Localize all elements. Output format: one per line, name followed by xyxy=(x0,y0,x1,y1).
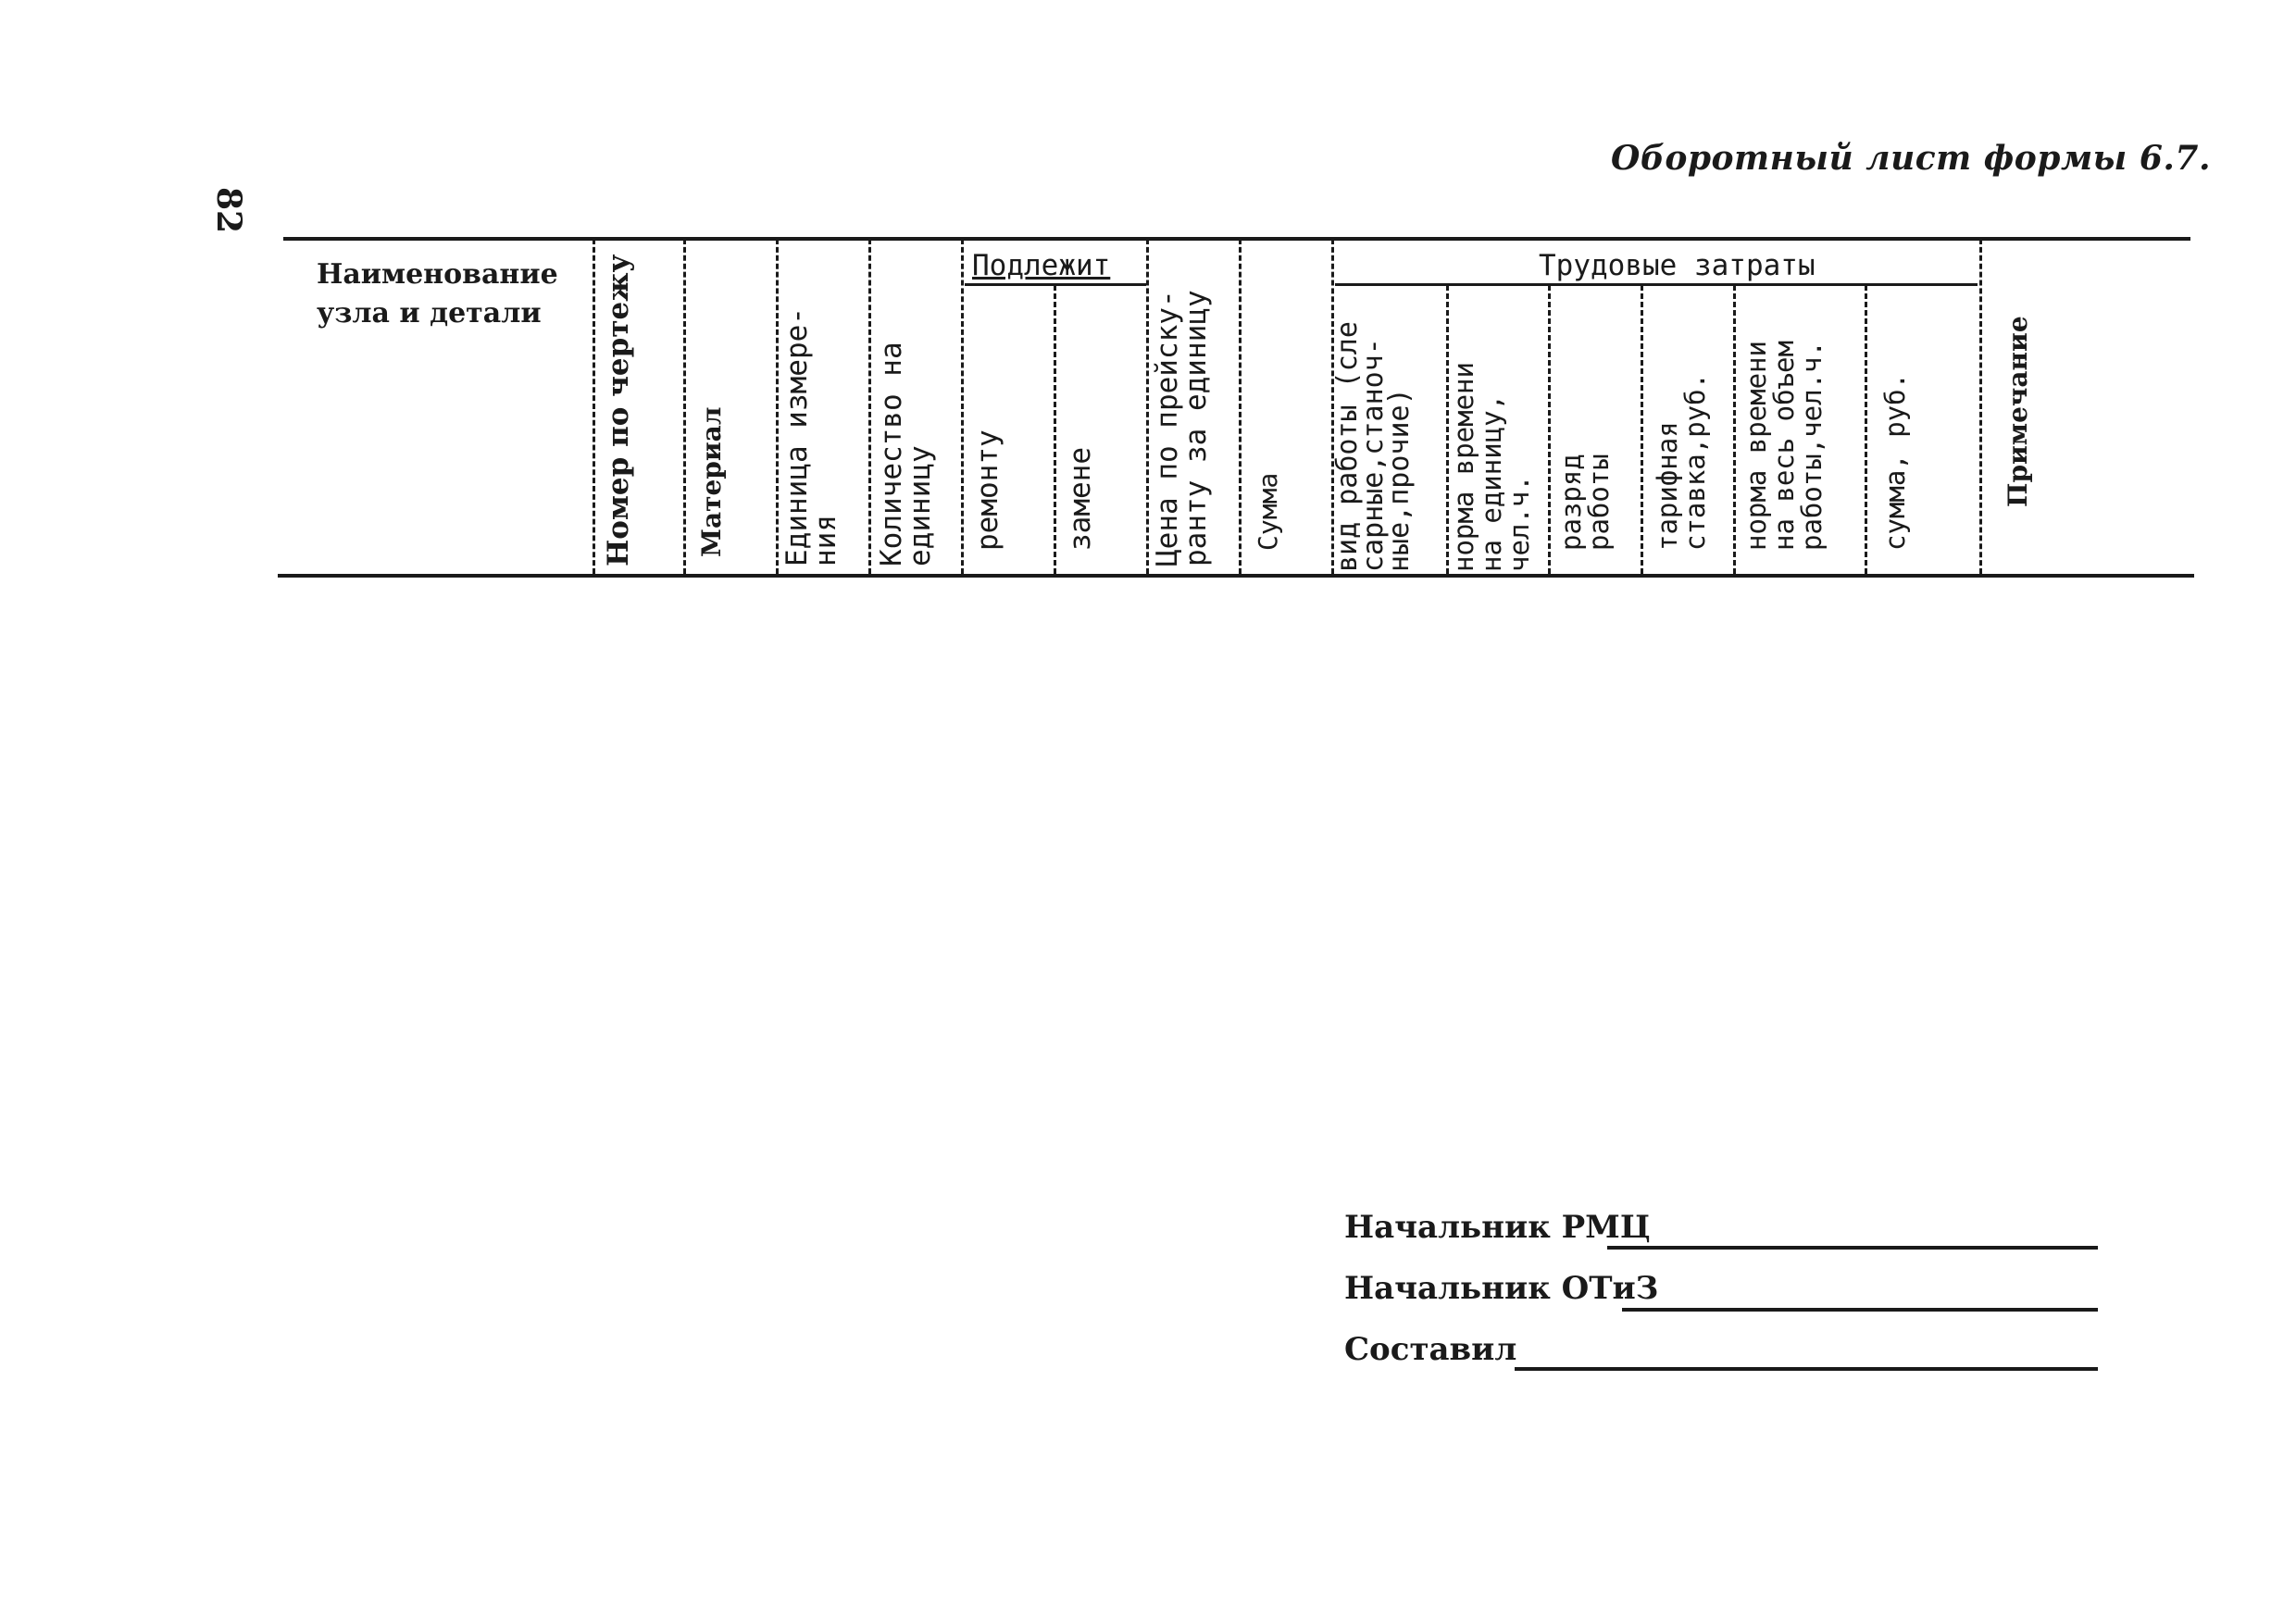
col-divider-15 xyxy=(1979,239,1982,574)
header-time-norm-total: норма времени на весь объем работы,чел.ч. xyxy=(1741,341,1828,551)
col-divider-14 xyxy=(1865,285,1867,574)
signature-line-compiled xyxy=(1515,1367,2098,1371)
signature-line-rmc xyxy=(1607,1246,2098,1250)
col-divider-7 xyxy=(1146,239,1149,574)
col-divider-1 xyxy=(593,239,595,574)
bottom-rule xyxy=(278,574,2194,578)
header-drawing-no: Номер по чертежу xyxy=(602,254,635,566)
labor-group-rule xyxy=(1335,283,1978,286)
col-divider-4 xyxy=(868,239,871,574)
header-replace: замене xyxy=(1064,447,1097,551)
header-subject-group: Подлежит xyxy=(972,249,1111,282)
header-unit: Единица измере- ния xyxy=(780,307,842,566)
header-material: Материал xyxy=(696,406,727,557)
col-divider-11 xyxy=(1548,285,1551,574)
header-grade: разряд работы xyxy=(1555,454,1615,551)
col-divider-5 xyxy=(961,239,964,574)
header-work-type: вид работы (сле сарные,станоч- ные,прочие) xyxy=(1331,321,1416,572)
col-divider-3 xyxy=(776,239,779,574)
col-divider-6 xyxy=(1054,285,1056,574)
signature-line-otiz xyxy=(1622,1308,2098,1312)
header-name-col: Наименование узла и детали xyxy=(317,258,558,330)
header-time-norm-unit: норма времени на единицу, чел.ч. xyxy=(1448,362,1535,572)
col-divider-2 xyxy=(683,239,686,574)
top-rule xyxy=(283,237,2190,241)
header-repair: ремонту xyxy=(971,429,1004,551)
header-amount: сумма, руб. xyxy=(1879,372,1911,551)
header-note: Примечание xyxy=(2003,316,2033,507)
form-title: Оборотный лист формы 6.7. xyxy=(1611,139,2212,178)
header-qty-per-unit: Количество на единицу xyxy=(875,342,937,566)
signature-label-rmc: Начальник РМЦ xyxy=(1344,1209,1651,1246)
signature-label-otiz: Начальник ОТиЗ xyxy=(1344,1270,1659,1307)
header-tariff: тарифная ставка,руб. xyxy=(1652,372,1711,551)
signature-label-compiled: Составил xyxy=(1344,1331,1517,1368)
header-sum: Сумма xyxy=(1253,472,1283,551)
page-number: 82 xyxy=(209,186,249,234)
header-labor-group: Трудовые затраты xyxy=(1539,249,1816,282)
col-divider-12 xyxy=(1641,285,1643,574)
header-price: Цена по прейску- ранту за единицу xyxy=(1151,290,1213,566)
header-table xyxy=(278,231,2194,583)
col-divider-13 xyxy=(1733,285,1736,574)
subject-group-rule xyxy=(965,283,1146,286)
col-divider-8 xyxy=(1239,239,1242,574)
